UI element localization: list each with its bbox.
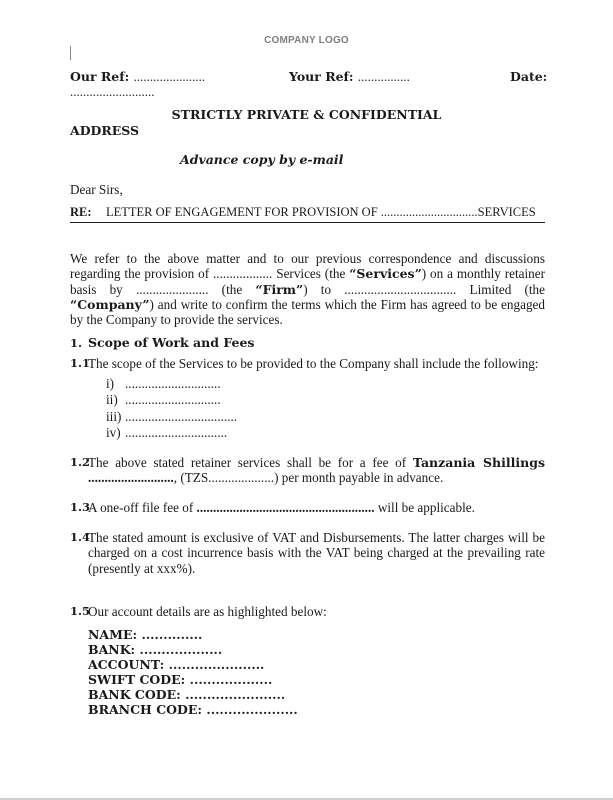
- account-row-swift: [88, 672, 298, 687]
- account-value[interactable]: .....................: [206, 702, 298, 718]
- your-ref-label: Your Ref:: [289, 69, 354, 84]
- clause-1-1: [70, 356, 545, 371]
- clause-number: 1.4: [70, 530, 91, 544]
- account-value[interactable]: ..............: [141, 627, 203, 642]
- clause-text: The scope of the Services to be provided to the Company shall include the following:: [88, 356, 539, 371]
- clause-text-a: A one-off file fee of: [88, 500, 197, 515]
- scope-item: [106, 392, 237, 408]
- section-number: 1.: [70, 336, 83, 350]
- salutation: Dear Sirs,: [70, 182, 123, 197]
- advance-copy-note: Advance copy by e-mail: [180, 152, 344, 167]
- intro-text-1: We refer to the above matter and to our previous correspondence and discussions regarding the provision of .................. Services (the: [70, 251, 545, 282]
- scope-item: [106, 376, 237, 392]
- our-ref-label: Our Ref:: [70, 69, 130, 84]
- clause-number: 1.5: [70, 604, 91, 618]
- currency-term: Tanzania Shillings: [412, 455, 545, 470]
- account-row-name: [88, 627, 298, 642]
- file-fee-blank[interactable]: ......................................................: [196, 500, 375, 515]
- scope-item: [106, 425, 237, 441]
- scope-item-value[interactable]: ...............................: [125, 424, 228, 440]
- your-ref: [289, 69, 410, 85]
- clause-number: 1.3: [70, 500, 91, 514]
- account-row-branch-code: [88, 702, 298, 717]
- re-label: RE:: [70, 205, 92, 219]
- clause-text: [88, 455, 545, 486]
- date-label: Date:: [510, 69, 548, 84]
- clause-text: Our account details are as highlighted below:: [88, 604, 327, 619]
- address-line: ADDRESS: [70, 123, 140, 138]
- intro-text-3: ) to .................................. Limited (the: [303, 281, 545, 297]
- clause-1-3: [70, 500, 545, 515]
- clause-1-5: [70, 604, 545, 619]
- account-row-bank-code: [88, 687, 298, 702]
- scope-item-value[interactable]: ..................................: [125, 408, 238, 424]
- intro-paragraph: [70, 251, 545, 327]
- section-heading: [70, 335, 254, 350]
- intro-text-4: ) and write to confirm the terms which the Firm has agreed to be engaged by the Company to provide the services.: [70, 296, 545, 328]
- confidential-heading: STRICTLY PRIVATE & CONFIDENTIAL: [171, 107, 442, 122]
- account-value[interactable]: .......................: [185, 687, 286, 703]
- account-label: BANK:: [88, 642, 136, 658]
- account-row-bank: [88, 642, 298, 657]
- subject-line: [70, 205, 545, 223]
- account-label: ACCOUNT:: [88, 657, 165, 673]
- clause-1-4: [70, 530, 545, 576]
- account-value[interactable]: ...................: [139, 642, 223, 658]
- scope-item-numeral: ii): [106, 392, 118, 408]
- intro-text-2: ) on a monthly retainer basis by ...................... (the: [70, 266, 545, 297]
- company-term: “Company”: [70, 296, 150, 312]
- account-label: BRANCH CODE:: [88, 702, 203, 718]
- firm-term: “Firm”: [255, 281, 304, 297]
- account-value[interactable]: ...................: [189, 672, 273, 688]
- account-value[interactable]: ......................: [168, 657, 265, 673]
- clause-text-b: will be applicable.: [374, 500, 475, 515]
- scope-item-value[interactable]: .............................: [125, 392, 221, 408]
- clause-text-b: , (TZS....................) per month payable in advance.: [173, 470, 444, 486]
- scope-item: [106, 409, 237, 425]
- scope-item-value[interactable]: .............................: [125, 376, 221, 391]
- scope-item-numeral: i): [106, 376, 115, 391]
- account-row-account: [88, 657, 298, 672]
- your-ref-value[interactable]: ................: [357, 69, 410, 84]
- account-label: SWIFT CODE:: [88, 672, 186, 688]
- date-value[interactable]: ..........................: [70, 84, 155, 99]
- clause-text: The stated amount is exclusive of VAT and Disbursements. The latter charges will be charged on a cost incurrence basis with the VAT being charged at the prevailing rate (presently at xxx%).: [88, 530, 545, 576]
- scope-item-numeral: iv): [106, 424, 121, 440]
- clause-number: 1.2: [70, 455, 91, 469]
- our-ref: [70, 69, 205, 85]
- company-logo: COMPANY LOGO: [264, 35, 349, 46]
- text-cursor: [70, 46, 71, 60]
- scope-item-numeral: iii): [106, 408, 122, 424]
- clause-number: 1.1: [70, 356, 91, 370]
- section-title: Scope of Work and Fees: [88, 335, 255, 350]
- account-label: BANK CODE:: [88, 687, 181, 703]
- amount-blank[interactable]: ..........................: [88, 470, 174, 486]
- clause-1-2: [70, 455, 545, 486]
- account-details: [88, 627, 298, 718]
- account-label: NAME:: [88, 627, 138, 642]
- services-term: “Services”: [349, 266, 422, 282]
- clause-text-a: The above stated retainer services shall be for a fee of: [88, 455, 413, 470]
- re-text: LETTER OF ENGAGEMENT FOR PROVISION OF ...............................SERVICES: [106, 205, 536, 219]
- clause-text: [88, 500, 545, 515]
- our-ref-value[interactable]: ......................: [133, 69, 206, 84]
- scope-list: [106, 376, 237, 441]
